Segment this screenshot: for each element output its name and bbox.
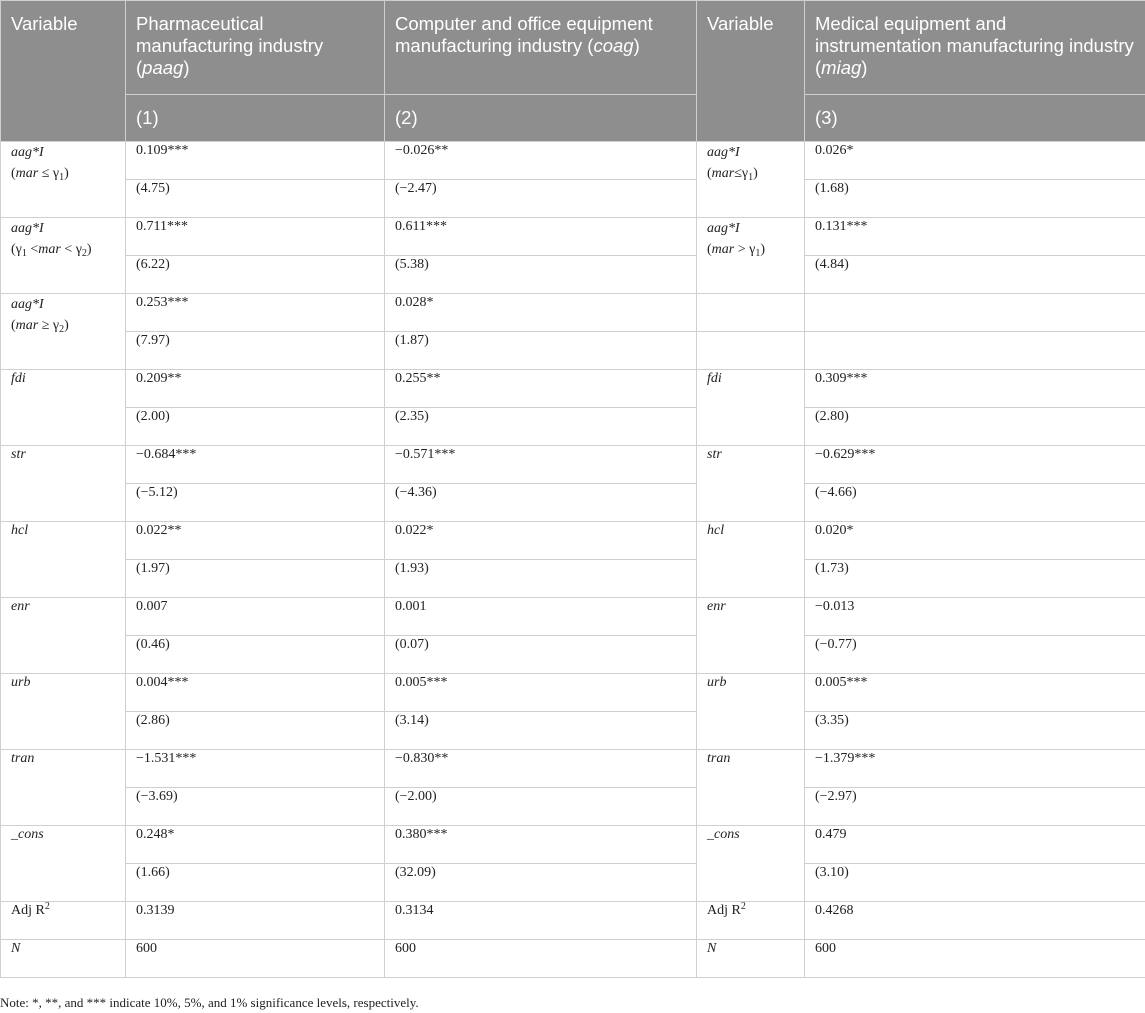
stat-cell: 600 [805, 940, 1145, 978]
col2-header: Computer and office equipment manufacturing industry (coag) [385, 1, 697, 95]
tstat-cell: (5.38) [385, 256, 697, 294]
table-row [1, 218, 1145, 256]
tstat-cell: (1.66) [126, 864, 385, 902]
row-label: enr [697, 598, 805, 674]
table-row [1, 484, 1145, 522]
coef-cell: 0.001 [385, 598, 697, 636]
tstat-cell: (6.22) [126, 256, 385, 294]
tstat-cell: (2.86) [126, 712, 385, 750]
model-3: (3) [805, 95, 1145, 142]
tstat-cell: (2.00) [126, 408, 385, 446]
stat-cell: 600 [385, 940, 697, 978]
tstat-cell: (−4.66) [805, 484, 1145, 522]
tstat-cell: (2.35) [385, 408, 697, 446]
row-label: urb [697, 674, 805, 750]
table-row [1, 712, 1145, 750]
row-label: aag*I $(\gamma_1 <mar < \gamma_2)$ [1, 218, 126, 294]
tstat-cell: (3.35) [805, 712, 1145, 750]
table-row [1, 180, 1145, 218]
tstat-cell: (2.80) [805, 408, 1145, 446]
coef-cell: 0.380*** [385, 826, 697, 864]
coef-cell: 0.253*** [126, 294, 385, 332]
tstat-cell: (0.46) [126, 636, 385, 674]
coef-cell: 0.255** [385, 370, 697, 408]
row-label: fdi [697, 370, 805, 446]
tstat-cell: (−2.47) [385, 180, 697, 218]
tstat-cell: (4.75) [126, 180, 385, 218]
header-row [1, 1, 1145, 95]
tstat-cell: (1.97) [126, 560, 385, 598]
table-row [1, 636, 1145, 674]
coef-cell: 0.005*** [385, 674, 697, 712]
tstat-cell: (1.87) [385, 332, 697, 370]
tstat-cell: (0.07) [385, 636, 697, 674]
coef-cell: 0.131*** [805, 218, 1145, 256]
table-row [1, 560, 1145, 598]
table-row [1, 750, 1145, 788]
tstat-cell: (1.73) [805, 560, 1145, 598]
empty-cell [697, 332, 805, 370]
coef-cell: −1.379*** [805, 750, 1145, 788]
row-label: N [1, 940, 126, 978]
row-label: N [697, 940, 805, 978]
variable-header: Variable [1, 1, 126, 142]
stat-cell: 0.3139 [126, 902, 385, 940]
coef-cell: 0.611*** [385, 218, 697, 256]
row-label: enr [1, 598, 126, 674]
stat-cell: 0.4268 [805, 902, 1145, 940]
table-note: Note: *, **, and *** indicate 10%, 5%, and 1% significance levels, respectively. [0, 995, 419, 1010]
tstat-cell: (−5.12) [126, 484, 385, 522]
tstat-cell: (−2.97) [805, 788, 1145, 826]
stat-cell: 600 [126, 940, 385, 978]
row-label: tran [697, 750, 805, 826]
row-label: Adj $R^2$ [1, 902, 126, 940]
model-number-row [1, 95, 1145, 142]
table-row [1, 294, 1145, 332]
coef-cell: −0.026** [385, 142, 697, 180]
table-row [1, 256, 1145, 294]
row-label: hcl [1, 522, 126, 598]
table-row [1, 902, 1145, 940]
coef-cell: 0.248* [126, 826, 385, 864]
coef-cell: 0.479 [805, 826, 1145, 864]
row-label: str [1, 446, 126, 522]
empty-cell [805, 332, 1145, 370]
coef-cell: 0.005*** [805, 674, 1145, 712]
table-row [1, 826, 1145, 864]
table-row [1, 446, 1145, 484]
coef-cell: 0.004*** [126, 674, 385, 712]
stat-cell: 0.3134 [385, 902, 697, 940]
row-label: urb [1, 674, 126, 750]
coef-cell: 0.022** [126, 522, 385, 560]
table-row [1, 940, 1145, 978]
table-row [1, 408, 1145, 446]
row-label: _cons [697, 826, 805, 902]
table-row [1, 142, 1145, 180]
tstat-cell: (3.10) [805, 864, 1145, 902]
coef-cell: −0.684*** [126, 446, 385, 484]
row-label: aag*I $(mar > \gamma_1)$ [697, 218, 805, 294]
row-label: aag*I $(mar \le \gamma_1)$ [1, 142, 126, 218]
table-row [1, 864, 1145, 902]
tstat-cell: (7.97) [126, 332, 385, 370]
empty-cell [697, 294, 805, 332]
coef-cell: 0.109*** [126, 142, 385, 180]
col1-header: Pharmaceutical manufacturing industry (paag) [126, 1, 385, 95]
coef-cell: −0.571*** [385, 446, 697, 484]
table-row [1, 598, 1145, 636]
row-label: fdi [1, 370, 126, 446]
coef-cell: 0.209** [126, 370, 385, 408]
empty-cell [805, 294, 1145, 332]
coef-cell: 0.022* [385, 522, 697, 560]
tstat-cell: (−4.36) [385, 484, 697, 522]
coef-cell: 0.309*** [805, 370, 1145, 408]
row-label: _cons [1, 826, 126, 902]
row-label: str [697, 446, 805, 522]
row-label: hcl [697, 522, 805, 598]
table-row [1, 370, 1145, 408]
tstat-cell: (−3.69) [126, 788, 385, 826]
row-label: tran [1, 750, 126, 826]
variable-header-2: Variable [697, 1, 805, 142]
table-row [1, 788, 1145, 826]
coef-cell: 0.020* [805, 522, 1145, 560]
tstat-cell: (−0.77) [805, 636, 1145, 674]
tstat-cell: (32.09) [385, 864, 697, 902]
tstat-cell: (−2.00) [385, 788, 697, 826]
col3-header: Medical equipment and instrumentation manufacturing industry (miag) [805, 1, 1145, 95]
coef-cell: −0.830** [385, 750, 697, 788]
table-row [1, 332, 1145, 370]
coef-cell: −0.629*** [805, 446, 1145, 484]
row-label: aag*I $(mar\le\gamma_1)$ [697, 142, 805, 218]
tstat-cell: (3.14) [385, 712, 697, 750]
coef-cell: −0.013 [805, 598, 1145, 636]
tstat-cell: (1.93) [385, 560, 697, 598]
table-row [1, 522, 1145, 560]
coef-cell: 0.711*** [126, 218, 385, 256]
row-label: Adj $R^2$ [697, 902, 805, 940]
coef-cell: 0.026* [805, 142, 1145, 180]
tstat-cell: (1.68) [805, 180, 1145, 218]
table-row [1, 674, 1145, 712]
coef-cell: 0.028* [385, 294, 697, 332]
row-label: aag*I $(mar \ge \gamma_2)$ [1, 294, 126, 370]
model-1: (1) [126, 95, 385, 142]
coef-cell: 0.007 [126, 598, 385, 636]
tstat-cell: (4.84) [805, 256, 1145, 294]
model-2: (2) [385, 95, 697, 142]
coef-cell: −1.531*** [126, 750, 385, 788]
